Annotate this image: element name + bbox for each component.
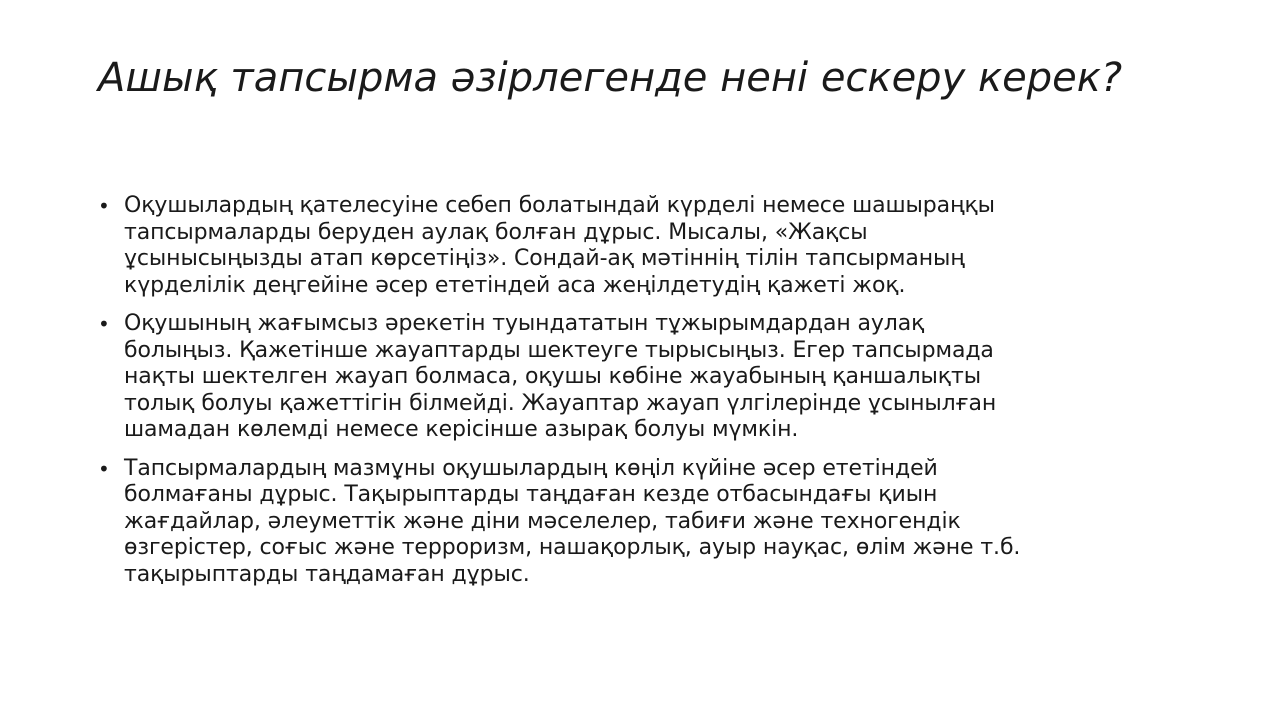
bullet-text: Оқушының жағымсыз әрекетін туындататын тұжырымдардан аулақ болыңыз. Қажетінше жауаптарды шектеуге тырысыңыз. Егер тапсырмада нақты шектелген жауап болмаса, оқушы көбіне жауабының қаншалықты толық болуы қажеттігін білмейді. Жауаптар жауап үлгілерінде ұсынылған шамадан көлемді немесе керісінше азырақ болуы мүмкін. <box>124 311 997 442</box>
bullet-dot-icon: • <box>98 312 110 336</box>
bullet-dot-icon: • <box>98 456 110 481</box>
bullet-text: Оқушылардың қателесуіне себеп болатындай күрделі немесе шашыраңқы тапсырмаларды беруден аулақ болған дұрыс. Мысалы, «Жақсы ұсынысыңызды атап көрсетіңіз». Сондай-ақ мәтіннің тілін тапсырманың күрделілік деңгейіне әсер ететіндей аса жеңілдетудің қажеті жоқ. <box>124 193 995 298</box>
slide-title: Ашық тапсырма әзірлегенде нені ескеру керек? <box>98 55 1123 101</box>
bullet-dot-icon: • <box>98 194 110 218</box>
bullet-item <box>98 193 1188 299</box>
bullet-text: Тапсырмалардың мазмұны оқушылардың көңіл күйіне әсер ететіндей болмағаны дұрыс. Тақырыптарды таңдаған кезде отбасындағы қиын жағдайлар, әлеуметтік және діни мәселелер, табиғи және техногендік өзгерістер, соғыс және терроризм, нашақорлық, ауыр науқас, өлім және т.б. тақырыптарды таңдамаған дұрыс. <box>124 455 1021 587</box>
bullet-item <box>98 456 1188 589</box>
bullet-item <box>98 311 1188 444</box>
bullet-list <box>98 193 1188 600</box>
